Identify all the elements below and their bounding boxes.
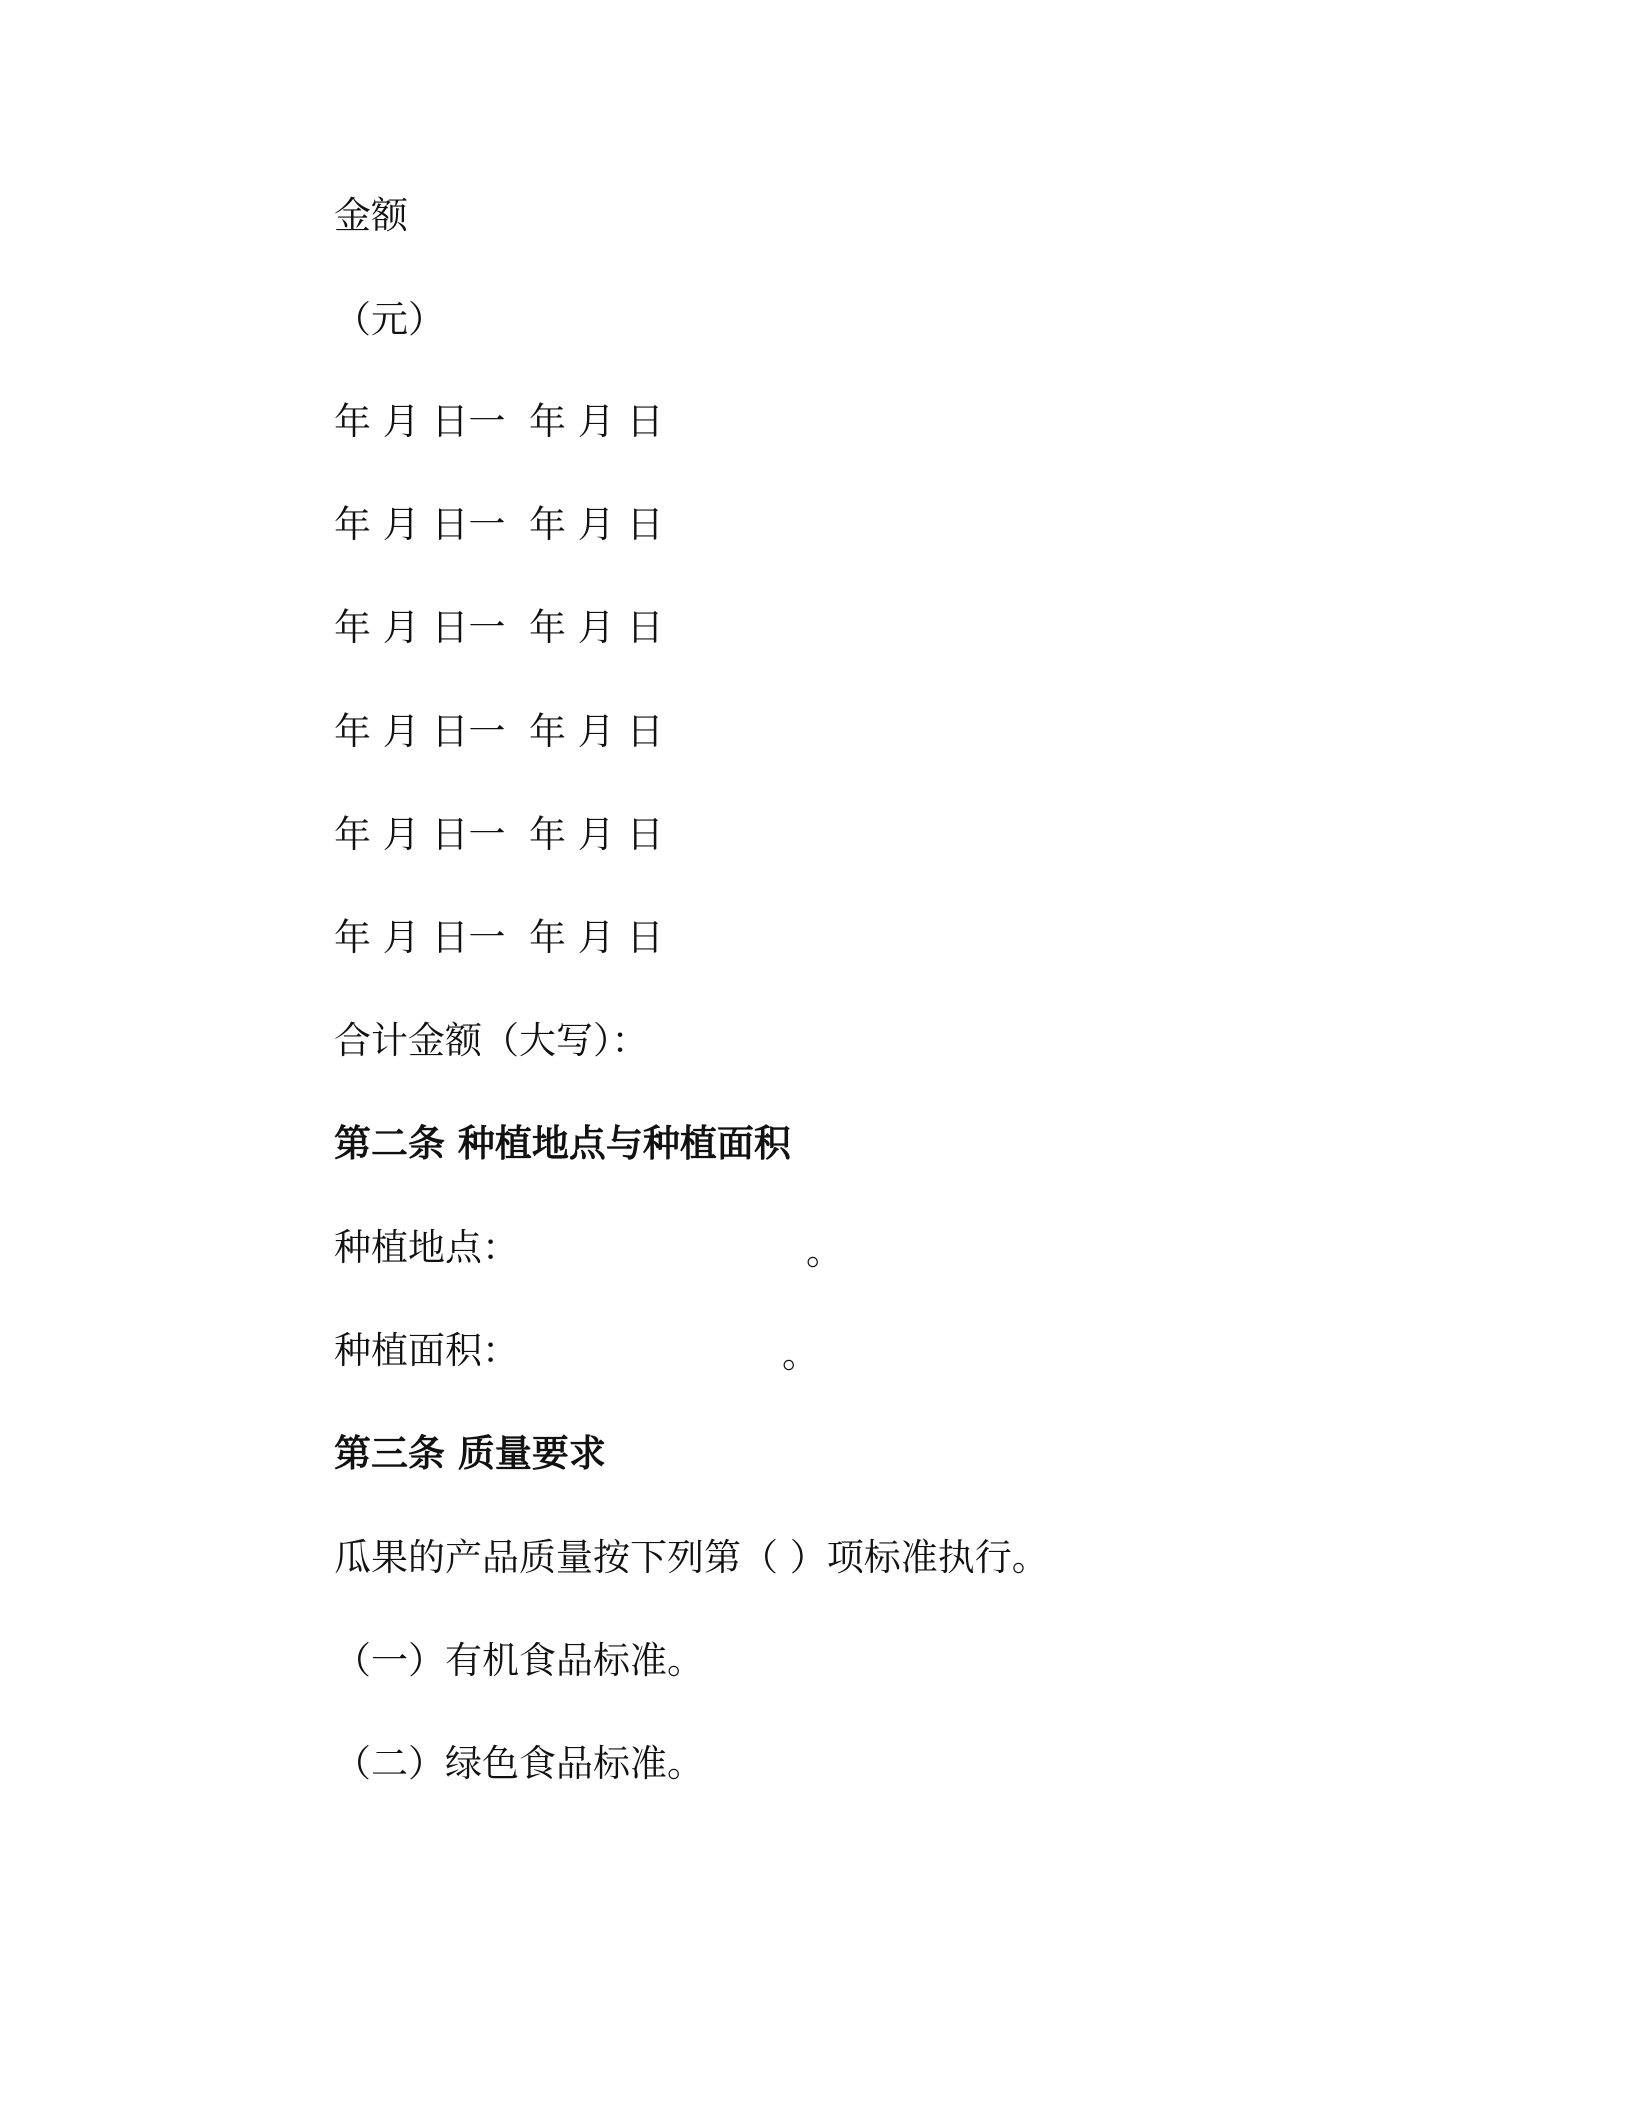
quality-option-1: （一）有机食品标准。 (334, 1639, 704, 1682)
article-3-title: 第三条 质量要求 (334, 1432, 606, 1475)
date-range-line: 年 月 日一 年 月 日 (334, 503, 664, 546)
planting-area-label: 种植面积： (334, 1329, 519, 1372)
date-range-line: 年 月 日一 年 月 日 (334, 916, 664, 959)
amount-label: 金额 (334, 194, 408, 237)
article-2-title: 第二条 种植地点与种植面积 (334, 1122, 791, 1165)
date-range-line: 年 月 日一 年 月 日 (334, 813, 664, 856)
planting-area-end: 。 (782, 1333, 819, 1376)
planting-location-end: 。 (806, 1230, 843, 1273)
date-range-line: 年 月 日一 年 月 日 (334, 400, 664, 443)
planting-location-label: 种植地点： (334, 1226, 519, 1269)
quality-option-2: （二）绿色食品标准。 (334, 1742, 704, 1785)
date-range-line: 年 月 日一 年 月 日 (334, 710, 664, 753)
total-amount-label: 合计金额（大写）： (334, 1019, 649, 1062)
quality-statement: 瓜果的产品质量按下列第（ ）项标准执行。 (334, 1536, 1049, 1579)
amount-unit: （元） (334, 298, 445, 341)
date-range-line: 年 月 日一 年 月 日 (334, 606, 664, 649)
